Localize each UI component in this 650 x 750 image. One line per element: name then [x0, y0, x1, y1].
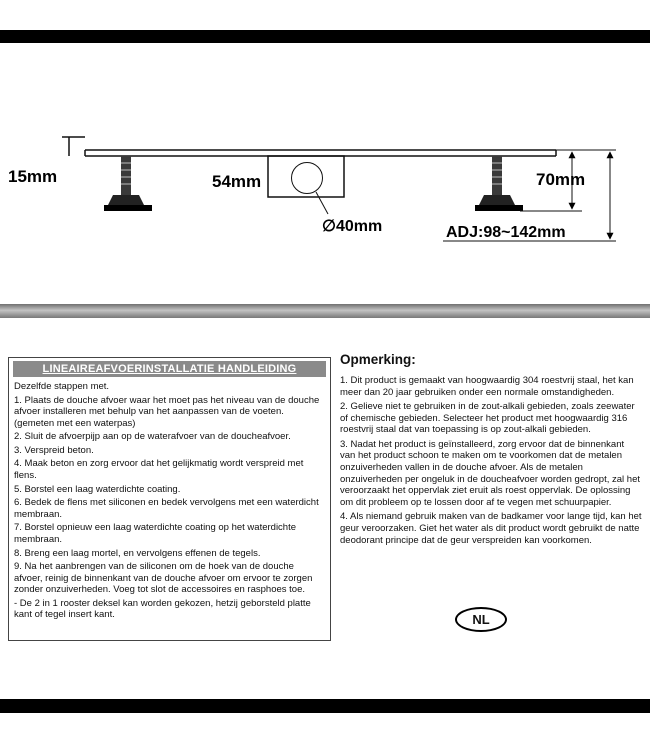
manual-step: 9. Na het aanbrengen van de siliconen om de hoek van de douche afvoer, reinig de binnenkant van de douche afvoer om ervoor te zorgen zonder onzuiverheden. Voeg tot slot de accessoires en rasphoes toe.	[14, 561, 313, 596]
drain-outlet-circle	[292, 163, 323, 194]
manual-step: 8. Breng een laag mortel, en vervolgens effenen de tegels.	[14, 547, 261, 559]
manual-step: 1. Plaats de douche afvoer waar het moet pas het niveau van de douche afvoer installeren met behulp van het aanpassen van de voeten. (gemeten met een waterpas)	[14, 394, 320, 429]
remark-item: 3. Nadat het product is geïnstalleerd, zorg ervoor dat de binnenkant van het product schoon te maken om te voorkomen dat de metalen onzuiverheden vallen in de douche afvoer. Als de metalen onzuiverheden per ongeluk in de doucheafvoer worden gedropt, zal het veroorzaakt het oppervlak ziet eruit als roest oppervlak. De oplossing om dit probleem op te lossen door af te vegen met schuurpapier.	[340, 438, 640, 508]
dim-label-adj: ADJ:98~142mm	[446, 224, 566, 241]
left-adjustable-foot	[104, 156, 152, 211]
drain-technical-drawing	[0, 125, 650, 255]
bottom-divider-bar	[0, 699, 650, 713]
remark-item: 1. Dit product is gemaakt van hoogwaardig 304 roestvrij staal, het kan meer dan 20 jaar gebruiken onder een normale omstandigheden.	[340, 375, 634, 398]
manual-step: 2. Sluit de afvoerpijp aan op de waterafvoer van de doucheafvoer.	[14, 431, 291, 443]
dim-label-15mm: 15mm	[8, 167, 58, 186]
manual-steps	[9, 380, 330, 621]
remarks-title: Opmerking:	[340, 352, 416, 367]
language-badge	[455, 607, 507, 632]
right-adjustable-foot	[475, 156, 523, 211]
manual-intro: Dezelfde stappen met.	[14, 381, 110, 392]
manual-step: 3. Verspreid beton.	[14, 444, 94, 456]
language-badge-label: NL	[472, 612, 490, 627]
section-divider-band	[0, 304, 650, 318]
manual-title: LINEAIREAFVOERINSTALLATIE HANDLEIDING	[13, 361, 326, 377]
remarks-section	[340, 352, 642, 549]
manual-step: 6. Bedek de flens met siliconen en bedek vervolgens met een waterdicht membraan.	[14, 497, 319, 520]
dim-label-54mm: 54mm	[212, 172, 262, 191]
top-divider-bar	[0, 30, 650, 43]
manual-step: 5. Borstel een laag waterdichte coating.	[14, 483, 181, 495]
outlet-leader-line	[316, 192, 328, 214]
manual-step: - De 2 in 1 rooster deksel kan worden gekozen, hetzij geborsteld platte kant of tegel insert kant.	[14, 597, 311, 621]
manual-step: 4. Maak beton en zorg ervoor dat het gelijkmatig wordt verspreid met flens.	[14, 458, 304, 482]
remark-item: 2. Gelieve niet te gebruiken in de zout-alkali gebieden, zoals zeewater of chemische gebieden. Selecteer het product met hoogwaardig 316 roestvrij staal dat van toepassing is op zout-alkali gebieden.	[340, 401, 635, 436]
dim-label-70mm: 70mm	[536, 170, 586, 189]
dim-label-40mm: ∅40mm	[322, 218, 383, 235]
installation-manual-box	[8, 357, 331, 641]
manual-step: 7. Borstel opnieuw een laag waterdichte coating op het waterdichte membraan.	[14, 522, 297, 545]
remark-item: 4. Als niemand gebruik maken van de badkamer voor lange tijd, kan het geur veroorzaken. Giet het water als dit product wordt gebruikt de natte deodorant principe dat de geur verspreiden kan voorkomen.	[340, 511, 642, 546]
